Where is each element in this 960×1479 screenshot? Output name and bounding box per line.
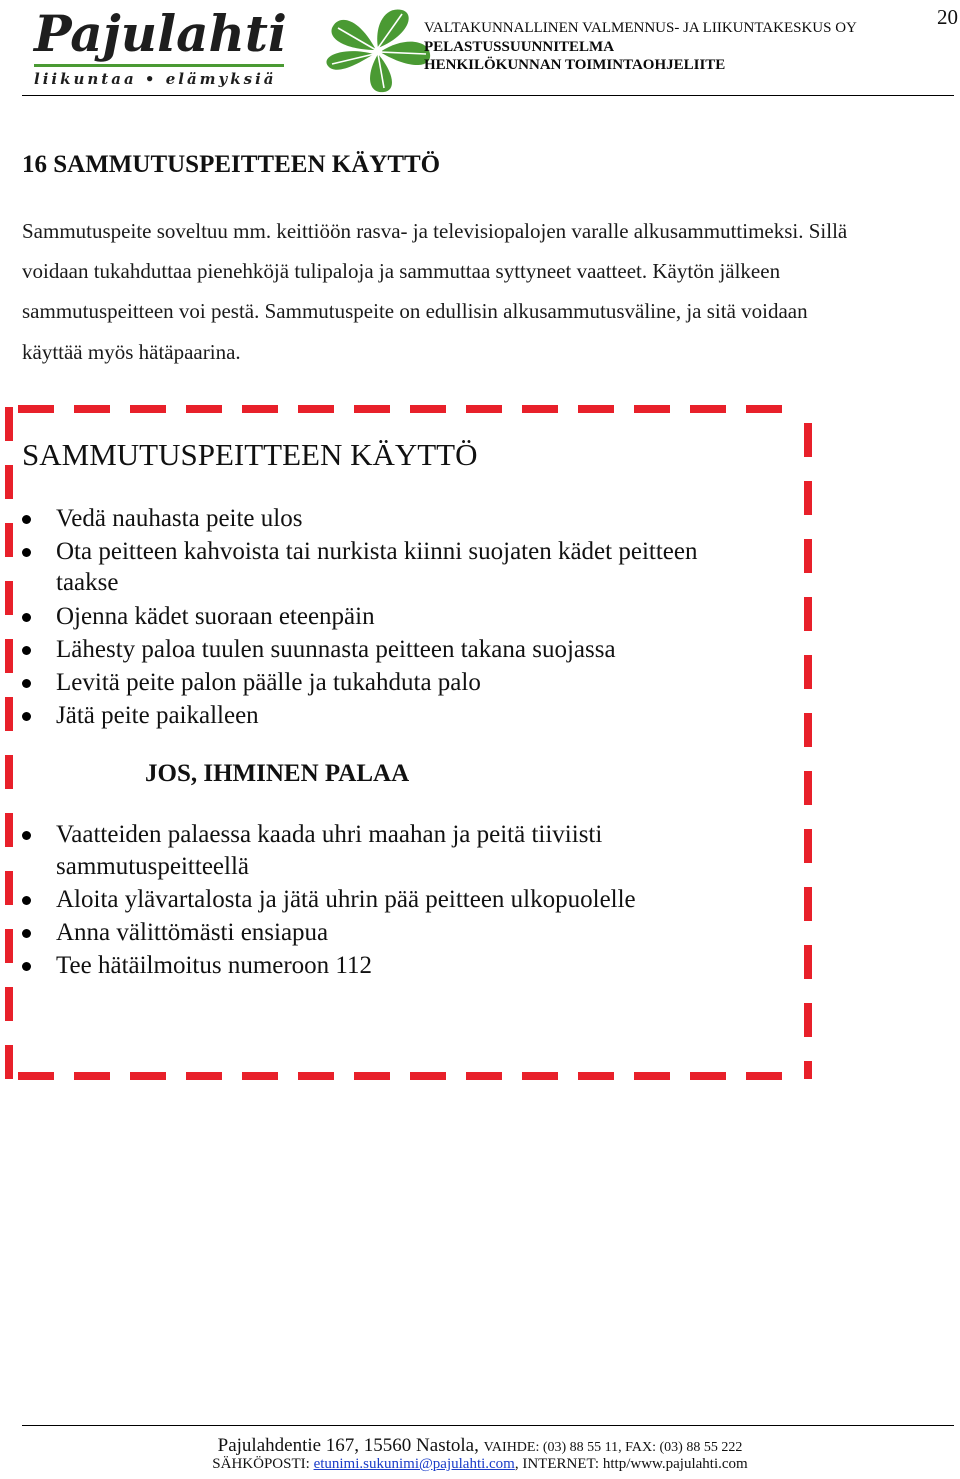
footer-divider (22, 1425, 954, 1426)
bullet-icon (22, 613, 31, 622)
footer-phone: VAIHDE: (03) 88 55 11, FAX: (03) 88 55 222 (483, 1440, 743, 1455)
bullet-icon (22, 929, 31, 938)
logo-tagline: liikuntaa • elämyksiä (34, 70, 277, 88)
header-document-title: PELASTUSSUUNNITELMA (424, 39, 615, 55)
paragraph-line: voidaan tukahduttaa pienehköjä tulipaloja ja sammuttaa syttyneet vaatteet. Käytön jälkeen (22, 259, 781, 283)
bullet-icon (22, 679, 31, 688)
footer-address: Pajulahdentie 167, 15560 Nastola, (217, 1435, 479, 1456)
footer-internet-label: , INTERNET: (514, 1456, 600, 1472)
section-title: 16 SAMMUTUSPEITTEEN KÄYTTÖ (22, 151, 441, 178)
header-divider (22, 95, 954, 96)
bullet-icon (22, 896, 31, 905)
footer-email-label: SÄHKÖPOSTI: (212, 1456, 310, 1472)
bullet-icon (22, 646, 31, 655)
header-document-subtitle: HENKILÖKUNNAN TOIMINTAOHJELIITE (424, 57, 726, 73)
logo-wordmark: Pajulahti (34, 4, 287, 63)
footer-url[interactable]: http/www.pajulahti.com (602, 1456, 748, 1472)
footer-contact-line (0, 1456, 960, 1473)
header-company-name: VALTAKUNNALLINEN VALMENNUS- JA LIIKUNTAKESKUS OY (424, 20, 857, 36)
bullet-icon (22, 548, 31, 557)
leaf-flower-icon (318, 6, 438, 94)
paragraph-line: Sammutuspeite soveltuu mm. keittiöön rasva- ja televisiopalojen varalle alkusammuttimeksi. Sillä (22, 219, 848, 243)
bullet-icon (22, 962, 31, 971)
bullet-icon (22, 712, 31, 721)
footer-address-line (0, 1435, 960, 1457)
box-title: SAMMUTUSPEITTEEN KÄYTTÖ (22, 437, 478, 472)
logo-rule (34, 64, 284, 67)
footer-email-link[interactable]: etunimi.sukunimi@pajulahti.com (313, 1456, 515, 1472)
bullet-icon (22, 515, 31, 524)
box-subheading: JOS, IHMINEN PALAA (145, 760, 410, 787)
pajulahti-logo (28, 6, 418, 90)
paragraph-line: sammutuspeitteen voi pestä. Sammutuspeite on edullisin alkusammutusväline, ja sitä voidaan (22, 299, 808, 323)
bullet-icon (22, 831, 31, 840)
dashed-red-border (0, 395, 830, 1095)
paragraph-line: käyttää myös hätäpaarina. (22, 340, 241, 364)
page-number: 20 (937, 5, 958, 29)
